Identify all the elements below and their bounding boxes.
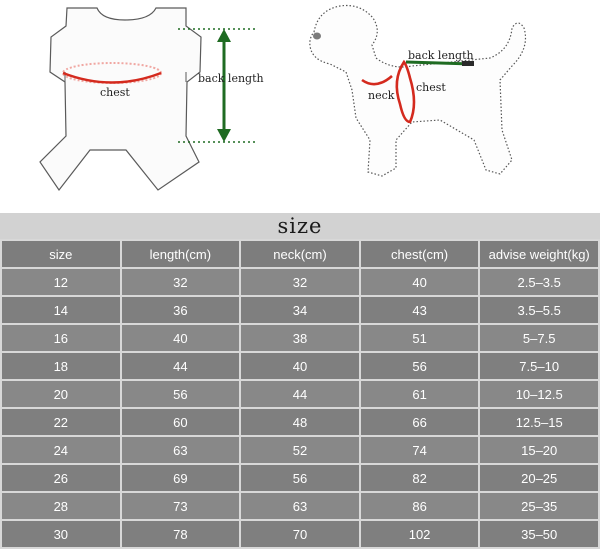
cell-neck: 38 — [240, 324, 360, 352]
cell-size: 26 — [1, 464, 121, 492]
cell-length: 32 — [121, 268, 241, 296]
cell-size: 30 — [1, 520, 121, 548]
cell-chest: 74 — [360, 436, 480, 464]
table-row — [1, 296, 599, 324]
measurement-diagram — [0, 0, 600, 210]
cell-chest: 66 — [360, 408, 480, 436]
cell-neck: 63 — [240, 492, 360, 520]
header-chest: chest(cm) — [360, 240, 480, 268]
dog-neck-label: neck — [368, 89, 395, 102]
cell-advise-weight: 25–35 — [479, 492, 599, 520]
cell-neck: 34 — [240, 296, 360, 324]
cell-neck: 40 — [240, 352, 360, 380]
garment-back-length-label: back length — [198, 72, 264, 85]
dog-chest-label: chest — [416, 81, 446, 94]
cell-length: 78 — [121, 520, 241, 548]
header-size: size — [1, 240, 121, 268]
cell-advise-weight: 7.5–10 — [479, 352, 599, 380]
table-row — [1, 352, 599, 380]
header-length: length(cm) — [121, 240, 241, 268]
cell-size: 20 — [1, 380, 121, 408]
cell-size: 28 — [1, 492, 121, 520]
cell-chest: 51 — [360, 324, 480, 352]
cell-length: 36 — [121, 296, 241, 324]
cell-neck: 48 — [240, 408, 360, 436]
cell-advise-weight: 10–12.5 — [479, 380, 599, 408]
cell-length: 44 — [121, 352, 241, 380]
cell-size: 12 — [1, 268, 121, 296]
cell-chest: 40 — [360, 268, 480, 296]
cell-size: 18 — [1, 352, 121, 380]
cell-chest: 43 — [360, 296, 480, 324]
garment-chest-label: chest — [100, 86, 130, 99]
cell-size: 16 — [1, 324, 121, 352]
cell-size: 22 — [1, 408, 121, 436]
size-title-band — [0, 213, 600, 239]
cell-chest: 86 — [360, 492, 480, 520]
cell-advise-weight: 2.5–3.5 — [479, 268, 599, 296]
cell-size: 24 — [1, 436, 121, 464]
cell-length: 56 — [121, 380, 241, 408]
cell-advise-weight: 35–50 — [479, 520, 599, 548]
cell-neck: 52 — [240, 436, 360, 464]
cell-neck: 44 — [240, 380, 360, 408]
table-row — [1, 436, 599, 464]
cell-length: 40 — [121, 324, 241, 352]
table-row — [1, 268, 599, 296]
garment-outline — [40, 8, 201, 190]
cell-advise-weight: 5–7.5 — [479, 324, 599, 352]
size-table — [0, 239, 600, 549]
table-row — [1, 464, 599, 492]
cell-advise-weight: 20–25 — [479, 464, 599, 492]
cell-size: 14 — [1, 296, 121, 324]
dog-back-length-label: back length — [408, 49, 474, 62]
table-row — [1, 408, 599, 436]
table-row — [1, 324, 599, 352]
cell-length: 69 — [121, 464, 241, 492]
cell-chest: 56 — [360, 352, 480, 380]
cell-length: 63 — [121, 436, 241, 464]
cell-chest: 61 — [360, 380, 480, 408]
cell-neck: 70 — [240, 520, 360, 548]
header-advise-weight: advise weight(kg) — [479, 240, 599, 268]
cell-length: 73 — [121, 492, 241, 520]
cell-chest: 102 — [360, 520, 480, 548]
cell-neck: 32 — [240, 268, 360, 296]
cell-advise-weight: 3.5–5.5 — [479, 296, 599, 324]
table-row — [1, 520, 599, 548]
cell-length: 60 — [121, 408, 241, 436]
cell-neck: 56 — [240, 464, 360, 492]
cell-advise-weight: 15–20 — [479, 436, 599, 464]
cell-advise-weight: 12.5–15 — [479, 408, 599, 436]
size-title: size — [277, 214, 323, 238]
cell-chest: 82 — [360, 464, 480, 492]
size-table-header-row — [1, 240, 599, 268]
table-row — [1, 492, 599, 520]
table-row — [1, 380, 599, 408]
header-neck: neck(cm) — [240, 240, 360, 268]
